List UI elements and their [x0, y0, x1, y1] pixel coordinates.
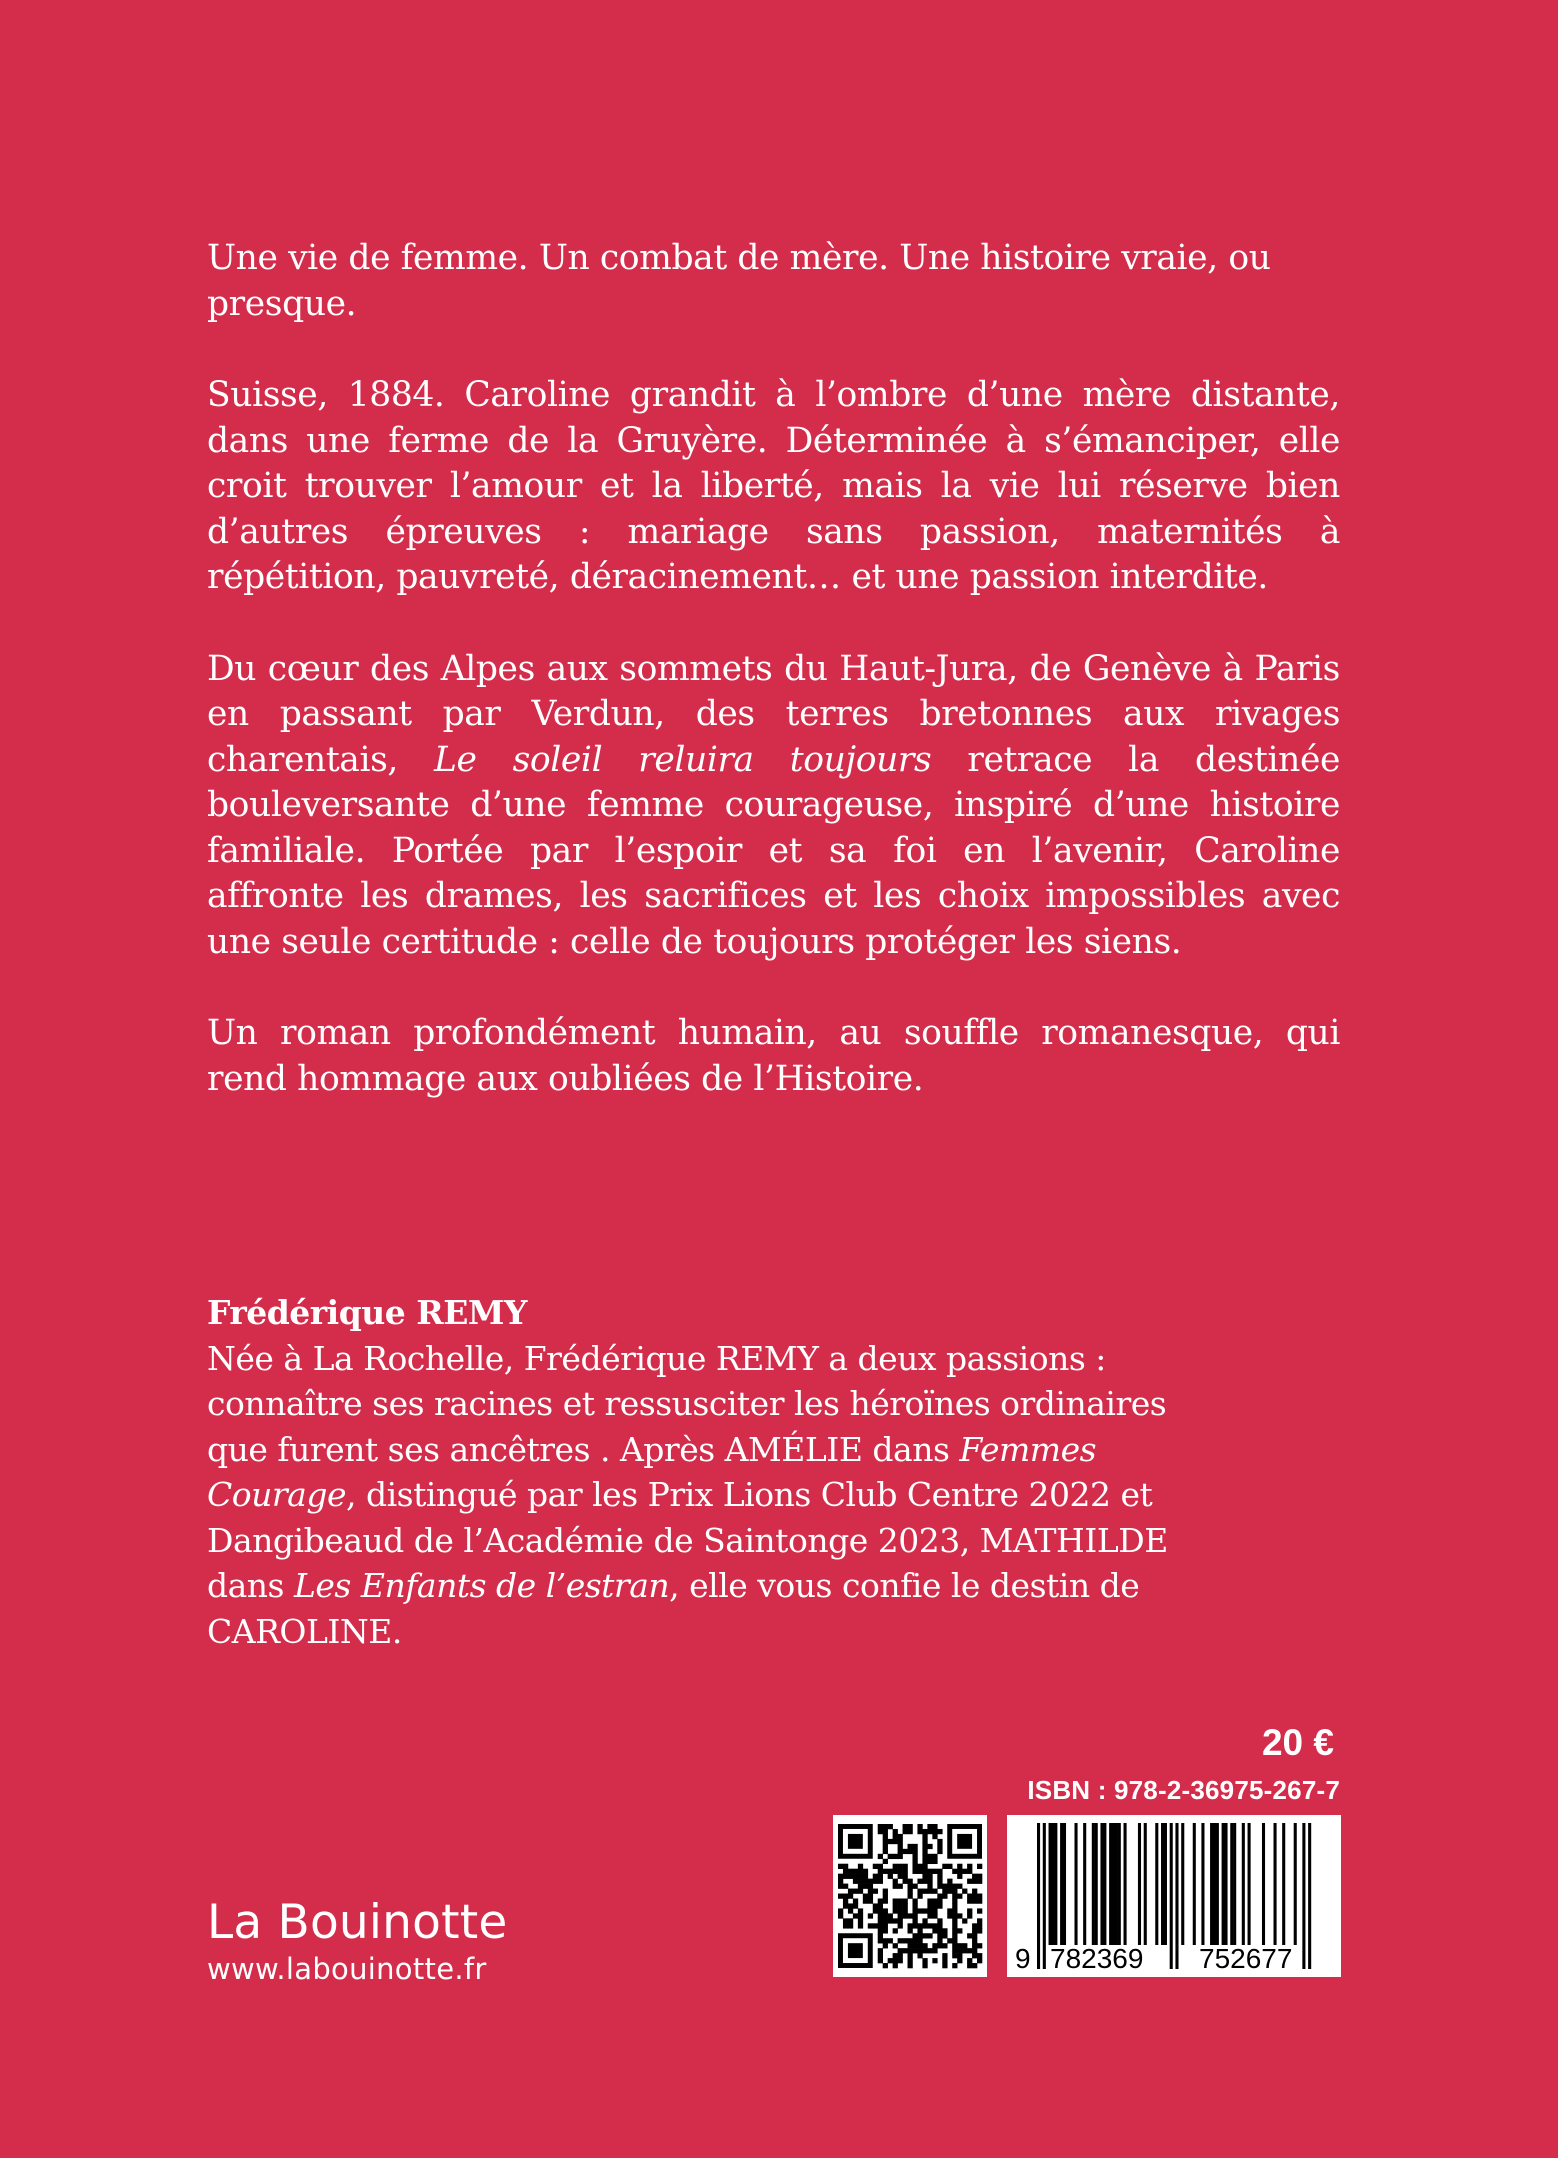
- author-bio-part-1: Née à La Rochelle, Frédérique REMY a deux passions : connaître ses racines et ressusciter les héroïnes ordinaires que furent ses ancêtres . Après AMÉLIE dans: [207, 1338, 1167, 1469]
- blurb-paragraph-2: [207, 647, 1340, 966]
- barcode-digit-first: 9: [1015, 1943, 1031, 1974]
- author-book-2: Les Enfants de l’estran: [293, 1566, 670, 1605]
- qr-code-icon[interactable]: [833, 1815, 987, 1977]
- barcode-group-right: 752677: [1199, 1943, 1293, 1974]
- blurb-paragraph-3: Un roman profondément humain, au souffle romanesque, qui rend hommage aux oubliées de l’Histoire.: [207, 1013, 1340, 1099]
- barcode-digits: [1007, 1941, 1341, 1975]
- blurb-paragraph-2-rest: retrace la destinée bouleversante d’une femme courageuse, inspiré d’une histoire familiale. Portée par l’espoir et sa foi en l’avenir, Caroline affronte les drames, les sacrifices et les choix impossibles avec une seule certitude : celle de toujours protéger les siens.: [207, 739, 1340, 962]
- author-bio-part-2: , distingué par les Prix Lions Club Centre 2022 et Dangibeaud de l’Académie de Saintonge 2023, MATHILDE dans: [207, 1475, 1168, 1605]
- barcode-group-left: 782369: [1050, 1943, 1144, 1974]
- publisher-name: La Bouinotte: [207, 1895, 508, 1950]
- isbn: ISBN : 978-2-36975-267-7: [1027, 1775, 1340, 1805]
- author-bio-part-3: , elle vous confie le destin de CAROLINE.: [207, 1566, 1140, 1651]
- back-cover-blurb: [207, 236, 1340, 1148]
- tagline: Une vie de femme. Un combat de mère. Une histoire vraie, ou presque.: [207, 238, 1271, 324]
- author-name: Frédérique REMY: [207, 1293, 527, 1332]
- blurb-paragraph-1: Suisse, 1884. Caroline grandit à l’ombre d’une mère distante, dans une ferme de la Gruyère. Déterminée à s’émanciper, elle croit trouver l’amour et la liberté, mais la vie lui réserve bien d’autres épreuves : mariage sans passion, maternités à répétition, pauvreté, déracinement… et une passion interdite.: [207, 375, 1340, 597]
- author-section: [207, 1290, 1197, 1654]
- barcode: [1007, 1815, 1341, 1977]
- blurb-paragraph-2-intro: Du cœur des Alpes aux sommets du Haut-Jura, de Genève à Paris en passant par Verdun, des terres bretonnes aux rivages charentais,: [207, 648, 1340, 780]
- qr-code-graphic: [833, 1815, 987, 1977]
- book-title: Le soleil reluira toujours: [434, 739, 932, 780]
- publisher-url[interactable]: www.labouinotte.fr: [207, 1952, 487, 1986]
- author-bio: [207, 1336, 1197, 1655]
- author-book-1: Femmes Courage: [207, 1429, 1097, 1514]
- publisher-logo: [207, 1895, 508, 1987]
- price: 20 €: [1261, 1722, 1334, 1763]
